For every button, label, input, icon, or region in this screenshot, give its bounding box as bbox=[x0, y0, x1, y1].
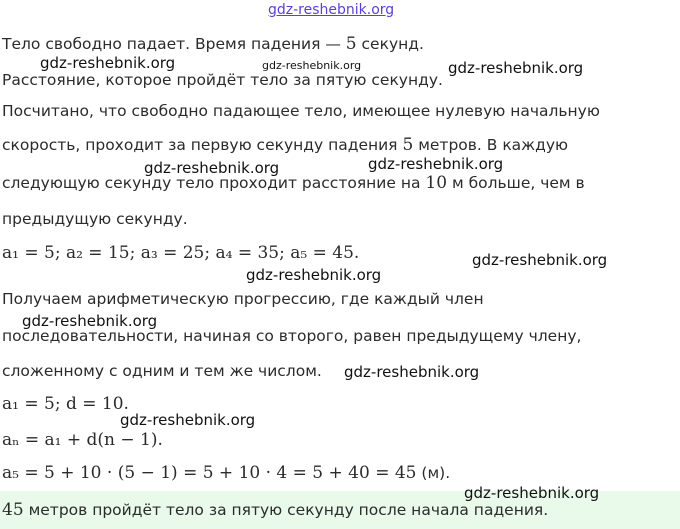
text: м больше, чем в bbox=[447, 174, 585, 192]
watermark-link[interactable]: gdz-reshebnik.org bbox=[268, 2, 395, 18]
text: Тело свободно падает. Время падения — bbox=[2, 35, 346, 53]
text: скорость, проходит за первую секунду падения bbox=[2, 136, 403, 154]
formula: 5 bbox=[345, 34, 357, 54]
solution-line-7: сложенному с одним и тем же числом. bbox=[2, 362, 322, 380]
formula-a5 bbox=[2, 463, 450, 483]
formula: 45 bbox=[2, 500, 24, 520]
answer-line bbox=[2, 500, 548, 520]
solution-line-3 bbox=[2, 173, 585, 193]
sequence-values: a₁ = 5; a₂ = 15; a₃ = 25; a₄ = 35; a₅ = 45. bbox=[2, 243, 360, 263]
solution-line-5: Получаем арифметическую прогрессию, где каждый член bbox=[2, 290, 484, 308]
formula-an: aₙ = a₁ + d(n − 1). bbox=[2, 430, 163, 450]
solution-line-2 bbox=[2, 135, 568, 155]
formula: a₅ = 5 + 10 · (5 − 1) = 5 + 10 · 4 = 5 + 40 = 45 bbox=[2, 463, 417, 483]
watermark: gdz-reshebnik.org bbox=[246, 266, 382, 284]
watermark: gdz-reshebnik.org bbox=[144, 159, 280, 177]
watermark: gdz-reshebnik.org bbox=[344, 363, 480, 381]
text: метров. В каждую bbox=[413, 136, 569, 154]
solution-line-4: предыдущую секунду. bbox=[2, 210, 188, 228]
watermark: gdz-reshebnik.org bbox=[448, 59, 584, 77]
watermark: gdz-reshebnik.org bbox=[464, 484, 600, 502]
watermark: gdz-reshebnik.org bbox=[22, 312, 158, 330]
formula: 10 bbox=[425, 173, 448, 193]
text: секунд. bbox=[356, 35, 424, 53]
formula-a1-d: a₁ = 5; d = 10. bbox=[2, 394, 129, 414]
solution-line-6: последовательности, начиная со второго, равен предыдущему члену, bbox=[2, 327, 582, 345]
watermark: gdz-reshebnik.org bbox=[40, 54, 176, 72]
question-line: Расстояние, которое пройдёт тело за пятую секунду. bbox=[2, 71, 443, 89]
text: метров пройдёт тело за пятую секунду после начала падения. bbox=[23, 501, 549, 519]
watermark: gdz-reshebnik.org bbox=[472, 251, 608, 269]
formula: 5 bbox=[402, 135, 414, 155]
text: следующую секунду тело проходит расстояние на bbox=[2, 174, 426, 192]
watermark: gdz-reshebnik.org bbox=[368, 155, 504, 173]
condition-line bbox=[2, 34, 424, 54]
watermark: gdz-reshebnik.org bbox=[262, 59, 362, 72]
solution-line-1: Посчитано, что свободно падающее тело, имеющее нулевую начальную bbox=[2, 102, 600, 120]
text: (м). bbox=[416, 464, 451, 482]
watermark: gdz-reshebnik.org bbox=[120, 411, 256, 429]
